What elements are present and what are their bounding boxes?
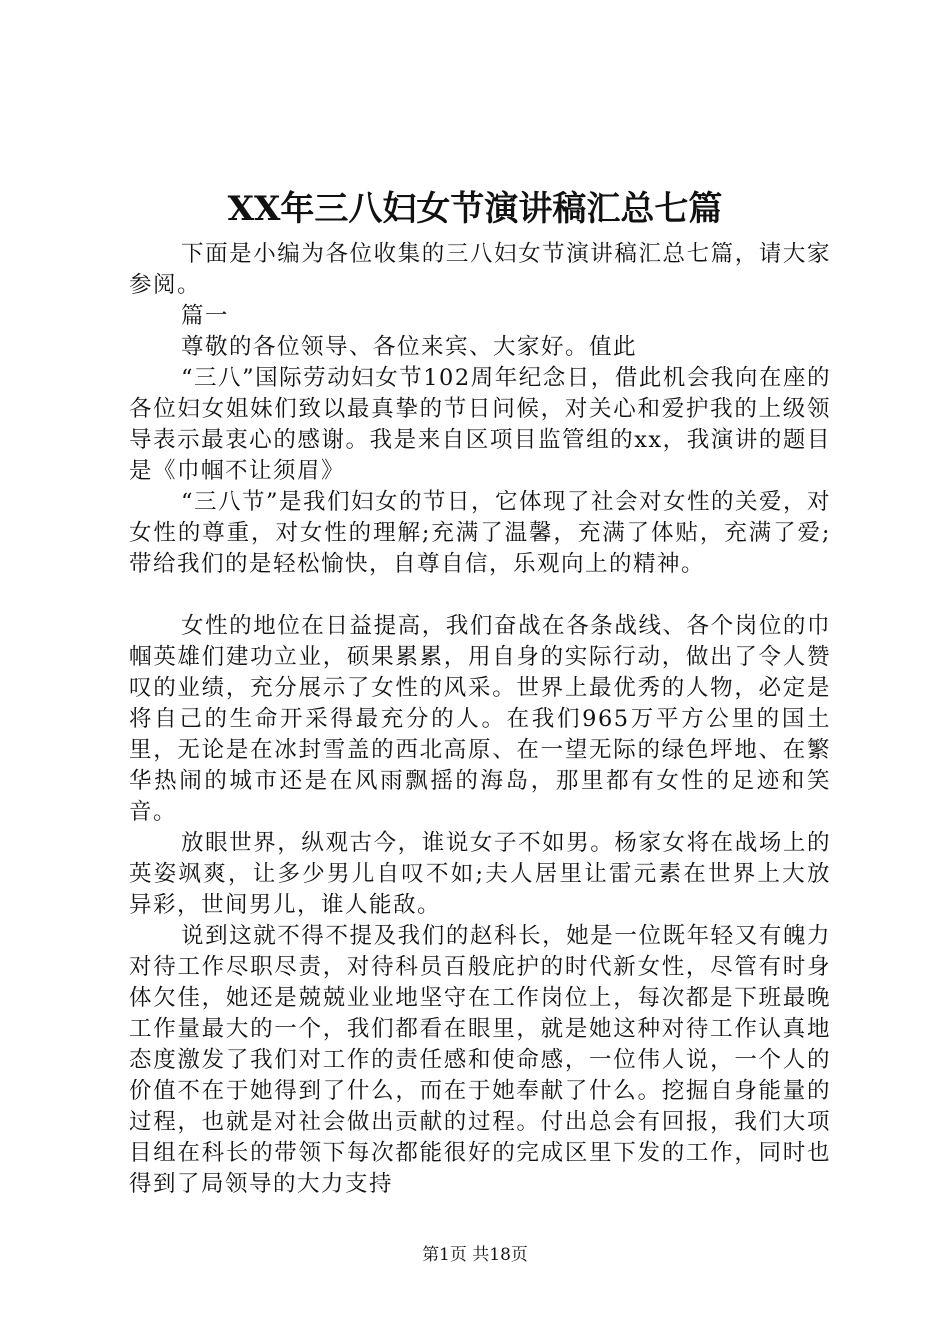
body-paragraph: 女性的地位在日益提高，我们奋战在各条战线、各个岗位的巾帼英雄们建功立业，硕果累累，用自身的实际行动，做出了令人赞叹的业绩，充分展示了女性的风采。世界上最优秀的人物，必定是将自己的生命开采得最充分的人。在我们965万平方公里的国土里，无论是在冰封雪盖的西北高原、在一望无际的绿色坪地、在繁华热闹的城市还是在风雨飘摇的海岛，那里都有女性的足迹和笑音。 (129, 613, 831, 825)
document-body (129, 239, 831, 1200)
document-title: XX年三八妇女节演讲稿汇总七篇 (227, 189, 723, 229)
body-paragraph: “三八”国际劳动妇女节102周年纪念日，借此机会我向在座的各位妇女姐妹们致以最真挚的节日问候，对关心和爱护我的上级领导表示最衷心的感谢。我是来自区项目监管组的xx，我演讲的题目是《巾帼不让须眉》 (129, 365, 831, 484)
page-footer: 第1页 共18页 (422, 1245, 528, 1265)
greeting-paragraph: 尊敬的各位领导、各位来宾、大家好。值此 (181, 334, 638, 360)
body-paragraph: 放眼世界，纵观古今，谁说女子不如男。杨家女将在战场上的英姿飒爽，让多少男儿自叹不如;夫人居里让雷元素在世界上大放异彩，世间男儿，谁人能敌。 (129, 830, 831, 918)
body-paragraph: 说到这就不得不提及我们的赵科长，她是一位既年轻又有魄力对待工作尽职尽责，对待科员百般庇护的时代新女性，尽管有时身体欠佳，她还是兢兢业业地坚守在工作岗位上，每次都是下班最晚工作量最大的一个，我们都看在眼里，就是她这种对待工作认真地态度激发了我们对工作的责任感和使命感，一位伟人说，一个人的价值不在于她得到了什么，而在于她奉献了什么。挖掘自身能量的过程，也就是对社会做出贡献的过程。付出总会有回报，我们大项目组在科长的带领下每次都能很好的完成区里下发的工作，同时也得到了局领导的大力支持 (129, 923, 831, 1197)
section-heading: 篇一 (181, 303, 230, 329)
body-paragraph: “三八节”是我们妇女的节日，它体现了社会对女性的关爱，对女性的尊重，对女性的理解;充满了温馨，充满了体贴，充满了爱;带给我们的是轻松愉快，自尊自信，乐观向上的精神。 (129, 489, 832, 577)
intro-paragraph: 下面是小编为各位收集的三八妇女节演讲稿汇总七篇，请大家参阅。 (129, 241, 831, 298)
